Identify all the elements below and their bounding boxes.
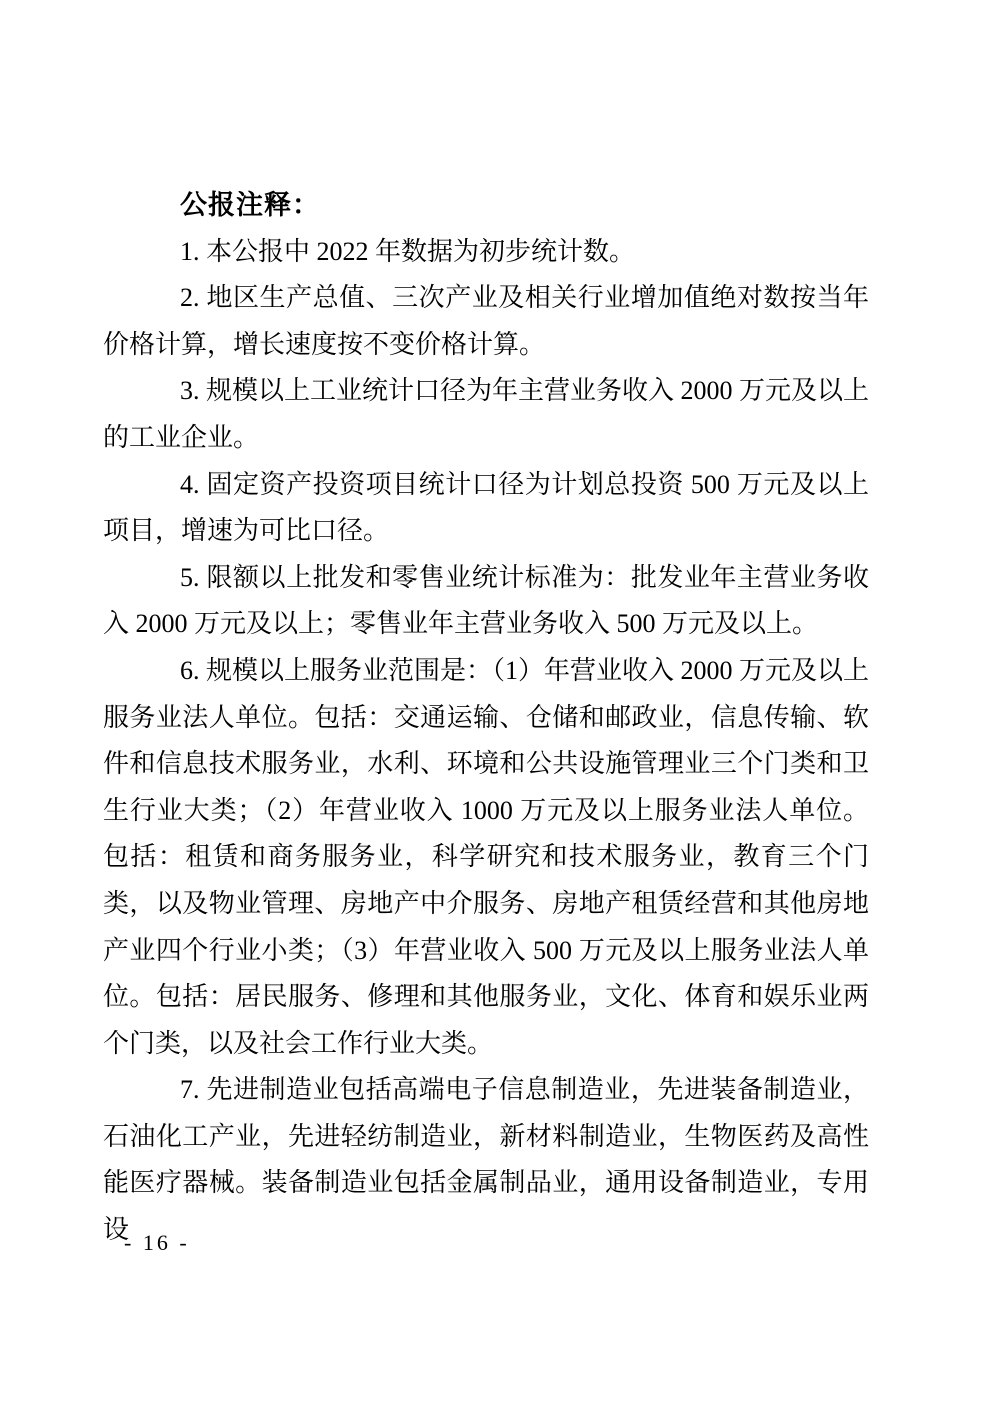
note-paragraph-2: 2. 地区生产总值、三次产业及相关行业增加值绝对数按当年价格计算，增长速度按不变价格计算。	[103, 283, 869, 359]
page-number: - 16 -	[124, 1230, 190, 1255]
note-paragraph-4: 4. 固定资产投资项目统计口径为计划总投资 500 万元及以上项目，增速为可比口径。	[103, 469, 869, 546]
note-paragraph-1: 1. 本公报中 2022 年数据为初步统计数。	[180, 236, 636, 266]
note-paragraph-3: 3. 规模以上工业统计口径为年主营业务收入 2000 万元及以上的工业企业。	[103, 376, 870, 452]
note-paragraph-5: 5. 限额以上批发和零售业统计标准为：批发业年主营业务收入 2000 万元及以上；零售业年主营业务收入 500 万元及以上。	[103, 562, 869, 639]
note-paragraph-7: 7. 先进制造业包括高端电子信息制造业，先进装备制造业，石油化工产业，先进轻纺制造业，新材料制造业，生物医药及高性能医疗器械。装备制造业包括金属制品业，通用设备制造业，专用设	[103, 1075, 869, 1245]
document-body	[103, 182, 869, 1254]
document-heading: 公报注释：	[180, 190, 320, 220]
note-paragraph-6: 6. 规模以上服务业范围是：（1）年营业收入 2000 万元及以上服务业法人单位。包括：交通运输、仓储和邮政业，信息传输、软件和信息技术服务业，水利、环境和公共设施管理业三个门类和卫生行业大类；（2）年营业收入 1000 万元及以上服务业法人单位。包括：租赁和商务服务业，科学研究和技术服务业，教育三个门类，以及物业管理、房地产中介服务、房地产租赁经营和其他房地产业四个行业小类；（3）年营业收入 500 万元及以上服务业法人单位。包括：居民服务、修理和其他服务业，文化、体育和娱乐业两个门类，以及社会工作行业大类。	[103, 655, 870, 1058]
